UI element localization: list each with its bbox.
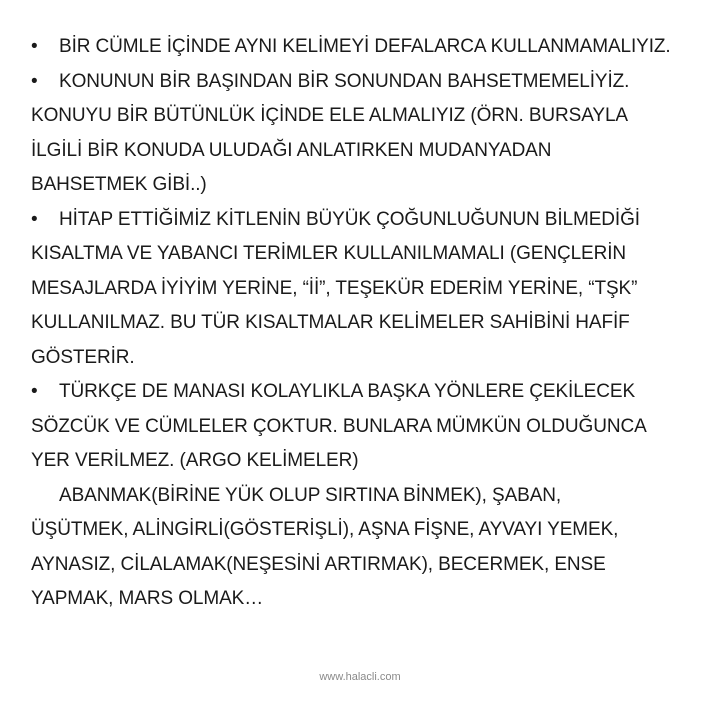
body-text [31,30,715,617]
body-line [31,548,715,583]
body-line [31,30,715,65]
line-text: BİR CÜMLE İÇİNDE AYNI KELİMEYİ DEFALARCA KULLANMAMALIYIZ. [59,36,671,57]
line-text: İLGİLİ BİR KONUDA ULUDAĞI ANLATIRKEN MUDANYADAN [31,139,552,161]
body-line [31,582,715,617]
body-line [31,168,715,203]
line-text: KONUYU BİR BÜTÜNLÜK İÇİNDE ELE ALMALIYIZ (ÖRN. BURSAYLA [31,105,629,126]
body-line [31,375,715,410]
line-text: ABANMAK(BİRİNE YÜK OLUP SIRTINA BİNMEK), ŞABAN, [59,484,562,506]
line-text: SÖZCÜK VE CÜMLELER ÇOKTUR. BUNLARA MÜMKÜN OLDUĞUNCA [31,415,647,437]
body-line [31,134,715,169]
body-line [31,410,715,445]
line-text: KISALTMA VE YABANCI TERİMLER KULLANILMAMALI (GENÇLERİN [31,243,627,264]
line-text: TÜRKÇE DE MANASI KOLAYLIKLA BAŞKA YÖNLERE ÇEKİLECEK [59,381,636,402]
footer-url: www.halacli.com [319,671,401,683]
body-line [31,306,715,341]
line-text: AYNASIZ, CİLALAMAK(NEŞESİNİ ARTIRMAK), BECERMEK, ENSE [31,553,606,575]
body-line [31,341,715,376]
line-text: GÖSTERİR. [31,346,135,368]
line-text: YAPMAK, MARS OLMAK… [31,588,264,609]
body-line [31,65,715,100]
line-text: ÜŞÜTMEK, ALİNGİRLİ(GÖSTERİŞLİ), AŞNA FİŞNE, AYVAYI YEMEK, [31,519,619,540]
bullet-icon: • [31,70,38,92]
body-line [31,237,715,272]
body-line [31,272,715,307]
line-text: HİTAP ETTİĞİMİZ KİTLENİN BÜYÜK ÇOĞUNLUĞUNUN BİLMEDİĞİ [59,208,640,230]
line-text: KONUNUN BİR BAŞINDAN BİR SONUNDAN BAHSETMEMELİYİZ. [59,70,630,92]
body-line [31,203,715,238]
line-text: BAHSETMEK GİBİ..) [31,174,207,195]
bullet-icon: • [31,208,38,230]
body-line [31,99,715,134]
body-line [31,444,715,479]
body-line [31,479,715,514]
bullet-icon: • [31,36,38,57]
line-text: YER VERİLMEZ. (ARGO KELİMELER) [31,450,359,471]
line-text: KULLANILMAZ. BU TÜR KISALTMALAR KELİMELER SAHİBİNİ HAFİF [31,312,630,333]
line-text: MESAJLARDA İYİYİM YERİNE, “İİ”, TEŞEKÜR EDERİM YERİNE, “TŞK” [31,277,638,299]
body-line [31,513,715,548]
bullet-icon: • [31,381,38,402]
